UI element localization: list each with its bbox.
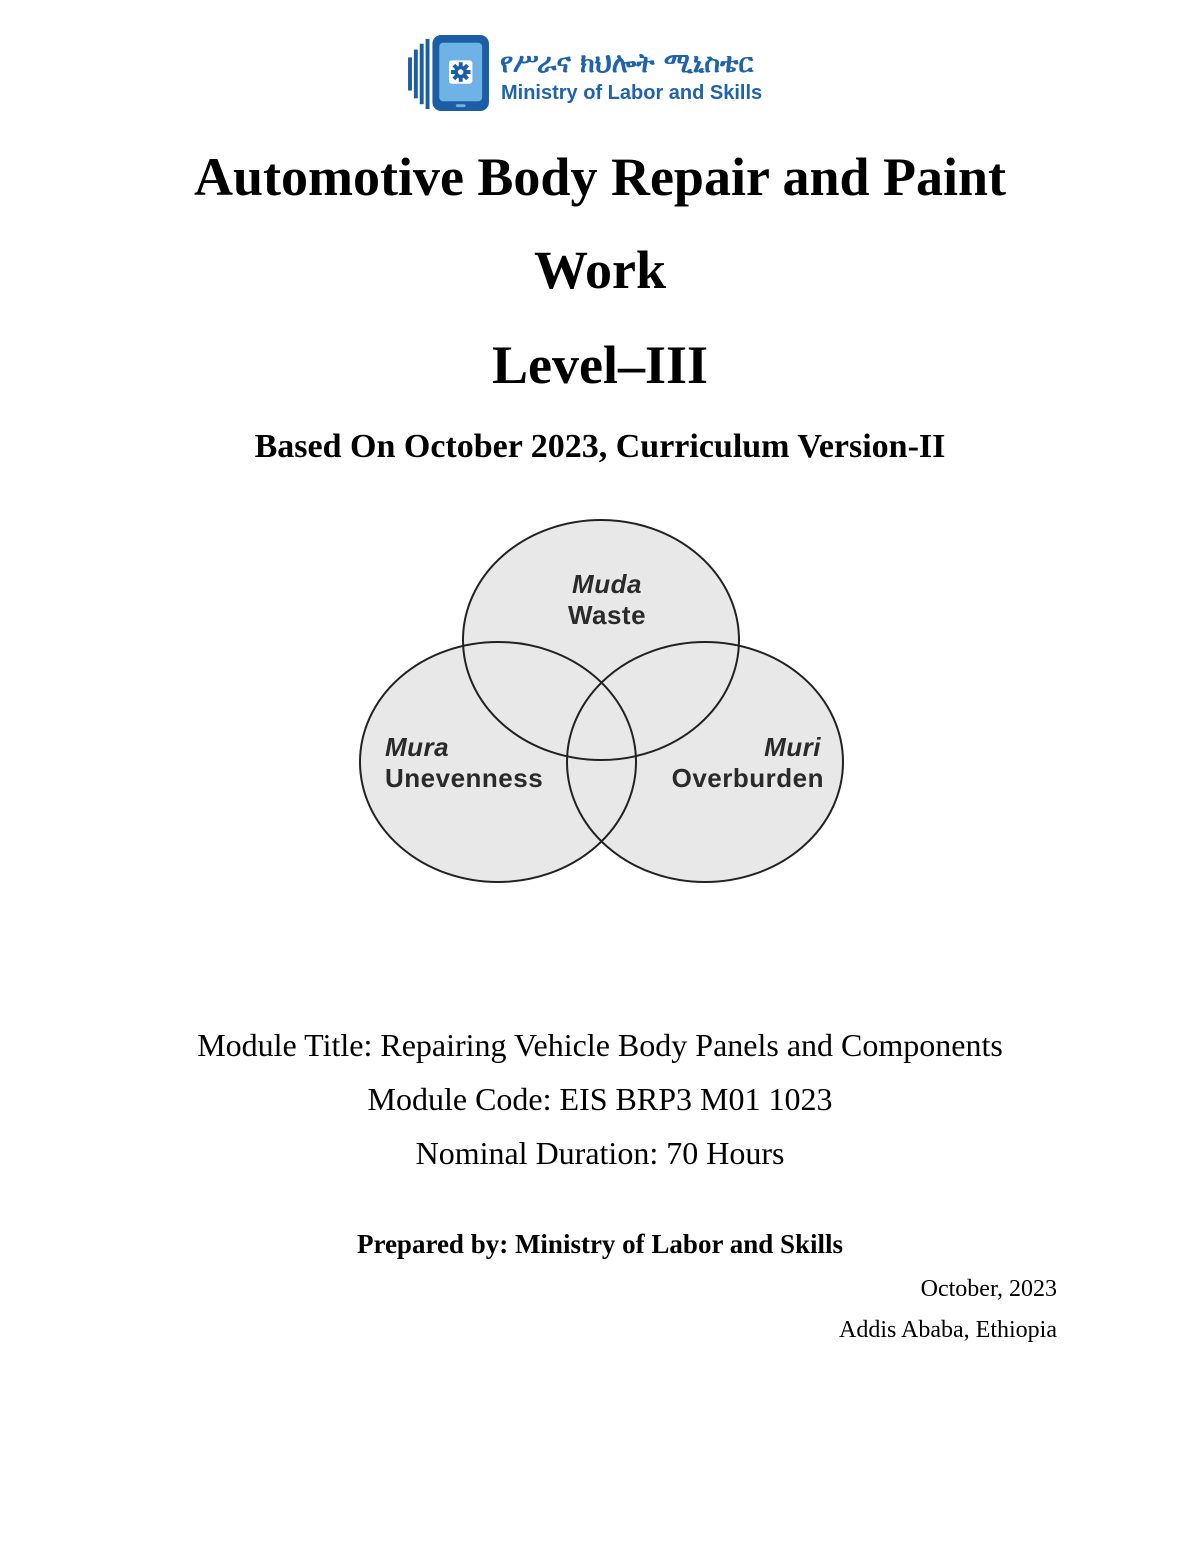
prepared-by: Prepared by: Ministry of Labor and Skills (356, 1229, 844, 1259)
publication-location: Addis Ababa, Ethiopia (839, 1317, 1057, 1343)
ministry-logo-icon (406, 34, 492, 112)
module-code-line (0, 1083, 1200, 1115)
title-line-2: Work (533, 240, 667, 300)
venn-label-overburden: Overburden (671, 763, 824, 793)
module-title-label: Module Title: (197, 1027, 373, 1063)
title-level: Level–III (492, 335, 708, 395)
venn-label-mura: Mura (385, 732, 450, 762)
nominal-duration-line (0, 1137, 1200, 1169)
module-title-value: Repairing Vehicle Body Panels and Components (380, 1027, 1003, 1063)
venn-circle-muri-fill (567, 642, 843, 882)
module-code-label: Module Code: (367, 1081, 552, 1117)
nominal-duration-label: Nominal Duration: (415, 1135, 659, 1171)
module-code-value: EIS BRP3 M01 1023 (559, 1081, 833, 1117)
logo-amharic-text: የሥራና ክህሎት ሚኒስቴር (500, 48, 754, 79)
venn-label-unevenness: Unevenness (385, 763, 544, 793)
venn-label-muri: Muri (764, 732, 821, 762)
publication-date: October, 2023 (920, 1276, 1057, 1302)
nominal-duration-value: 70 Hours (666, 1135, 785, 1171)
venn-label-waste: Waste (567, 600, 647, 630)
venn-diagram (355, 515, 850, 887)
venn-label-muda: Muda (572, 569, 642, 599)
module-title-line (0, 1029, 1200, 1061)
curriculum-subtitle: Based On October 2023, Curriculum Version-II (254, 428, 946, 465)
logo-english-text: Ministry of Labor and Skills (501, 82, 763, 104)
title-line-1: Automotive Body Repair and Paint (193, 147, 1007, 207)
